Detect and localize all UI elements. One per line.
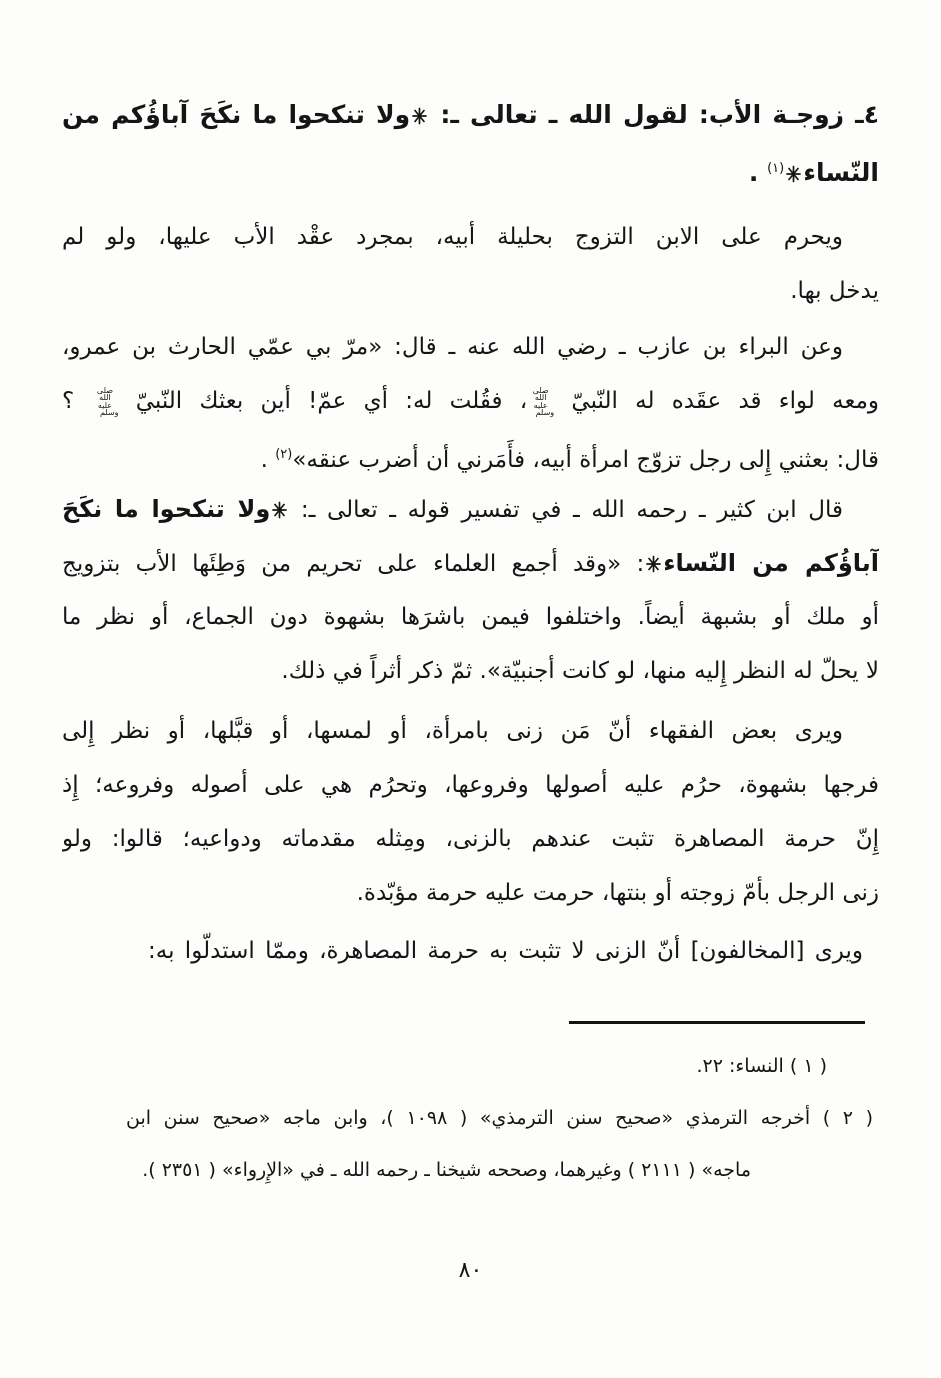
paragraph-jurists-view (62, 704, 879, 920)
paragraph-2-line-2: يدخل بها. (790, 278, 879, 304)
paragraph-4-line-2 (62, 536, 879, 590)
paragraph-5-line-2: فرجها بشهوة، حرُم عليه أصولها وفروعها، وتحرُم هي على أصوله وفروعه؛ إِذ (62, 772, 879, 798)
heading-line-2 (62, 142, 879, 196)
hadith-text: ومعه لواء قد عقَده له النّبيّ (554, 388, 879, 414)
paragraph-6-line-1: ويرى [المخالفون] أنّ الزنى لا تثبت به حرمة المصاهرة، وممّا استدلّوا به: (148, 938, 863, 964)
verse-text: آباؤُكم من النّساء (663, 549, 879, 577)
sentence-period: . (748, 158, 759, 187)
footnote-2-line-2: ماجه» ( ٢١١١ ) وغيرهما، وصححه شيخنا ـ رحمه الله ـ في «الإِرواء» ( ٢٣٥١ ). (142, 1159, 751, 1181)
prophet-salutation-icon: صلى الله عليه وسلم (96, 385, 119, 417)
paragraph-ruling (62, 210, 879, 318)
verse-text: النّساء (803, 158, 879, 187)
footnote-ref-2: (٢) (275, 447, 293, 462)
body-text: : «وقد أجمع العلماء على تحريم من وَطِئَها الأب بتزويج (62, 551, 645, 577)
paragraph-3-line-2 (62, 374, 879, 428)
heading-line-1 (62, 88, 879, 142)
paragraph-4-line-1 (62, 482, 879, 536)
verse-text: ولا تنكحوا ما نكَحَ (62, 495, 271, 523)
paragraph-4-line-3: أو ملك أو بشبهة أيضاً. واختلفوا فيمن باشرَها بشهوة دون الجماع، أو نظر ما (62, 604, 879, 630)
footnotes-section (62, 1040, 879, 1196)
hadith-text: ؟ (62, 388, 92, 414)
verse-open-bracket-icon (410, 88, 429, 142)
paragraph-4-line-4: لا يحلّ له النظر إِليه منها، لو كانت أجنبيّة». ثمّ ذكر أثراً في ذلك. (281, 658, 879, 684)
heading-paragraph (62, 88, 879, 196)
verse-open-bracket-icon (270, 483, 289, 536)
footnote-2-line-1: ( ٢ ) أخرجه الترمذي «صحيح سنن الترمذي» ( ١٠٩٨ )، وابن ماجه «صحيح سنن ابن (126, 1107, 874, 1129)
paragraph-5-line-4: زنى الرجل بأمّ زوجته أو بنتها، حرمت عليه حرمة مؤبّدة. (356, 880, 879, 906)
paragraph-5-line-3: إِنّ حرمة المصاهرة تثبت عندهم بالزنى، ومِثله مقدماته ودواعيه؛ قالوا: ولو (62, 826, 879, 852)
prophet-salutation-icon: صلى الله عليه وسلم (532, 385, 555, 417)
body-text: قال ابن كثير ـ رحمه الله ـ في تفسير قوله ـ تعالى ـ: (289, 497, 844, 523)
paragraph-opposing-view (62, 924, 879, 978)
footnote-ref-1: (١) (767, 161, 785, 176)
sentence-period: . (260, 447, 268, 473)
verse-text: ولا تنكحوا ما نكَحَ آباؤُكم من (62, 100, 411, 129)
hadith-text: قال: بعثني إِلى رجل تزوّج امرأة أبيه، فأَمَرني أن أضرب عنقه» (292, 447, 879, 473)
footnote-1: ( ١ ) النساء: ٢٢. (696, 1055, 827, 1077)
hadith-text: ، فقُلت له: أي عمّ! أين بعثك النّبيّ (118, 388, 528, 414)
paragraph-ibn-kathir (62, 482, 879, 698)
footnote-divider (569, 1021, 865, 1024)
paragraph-3-line-3 (62, 428, 879, 482)
verse-close-bracket-icon (644, 537, 663, 590)
paragraph-5-line-1: ويرى بعض الفقهاء أنّ مَن زنى بامرأة، أو لمسها، أو قبَّلها، أو نظر إِلى (62, 718, 843, 744)
verse-close-bracket-icon (784, 146, 803, 196)
paragraph-hadith (62, 320, 879, 482)
heading-text: ٤ـ زوجـة الأب: لقول الله ـ تعالى ـ: (429, 100, 879, 129)
paragraph-2-line-1: ويحرم على الابن التزوج بحليلة أبيه، بمجرد عقْد الأب عليها، ولو لم (62, 224, 843, 250)
page-number: ٨٠ (458, 1258, 483, 1283)
paragraph-3-line-1: وعن البراء بن عازب ـ رضي الله عنه ـ قال: «مرّ بي عمّي الحارث بن عمرو، (62, 334, 843, 360)
